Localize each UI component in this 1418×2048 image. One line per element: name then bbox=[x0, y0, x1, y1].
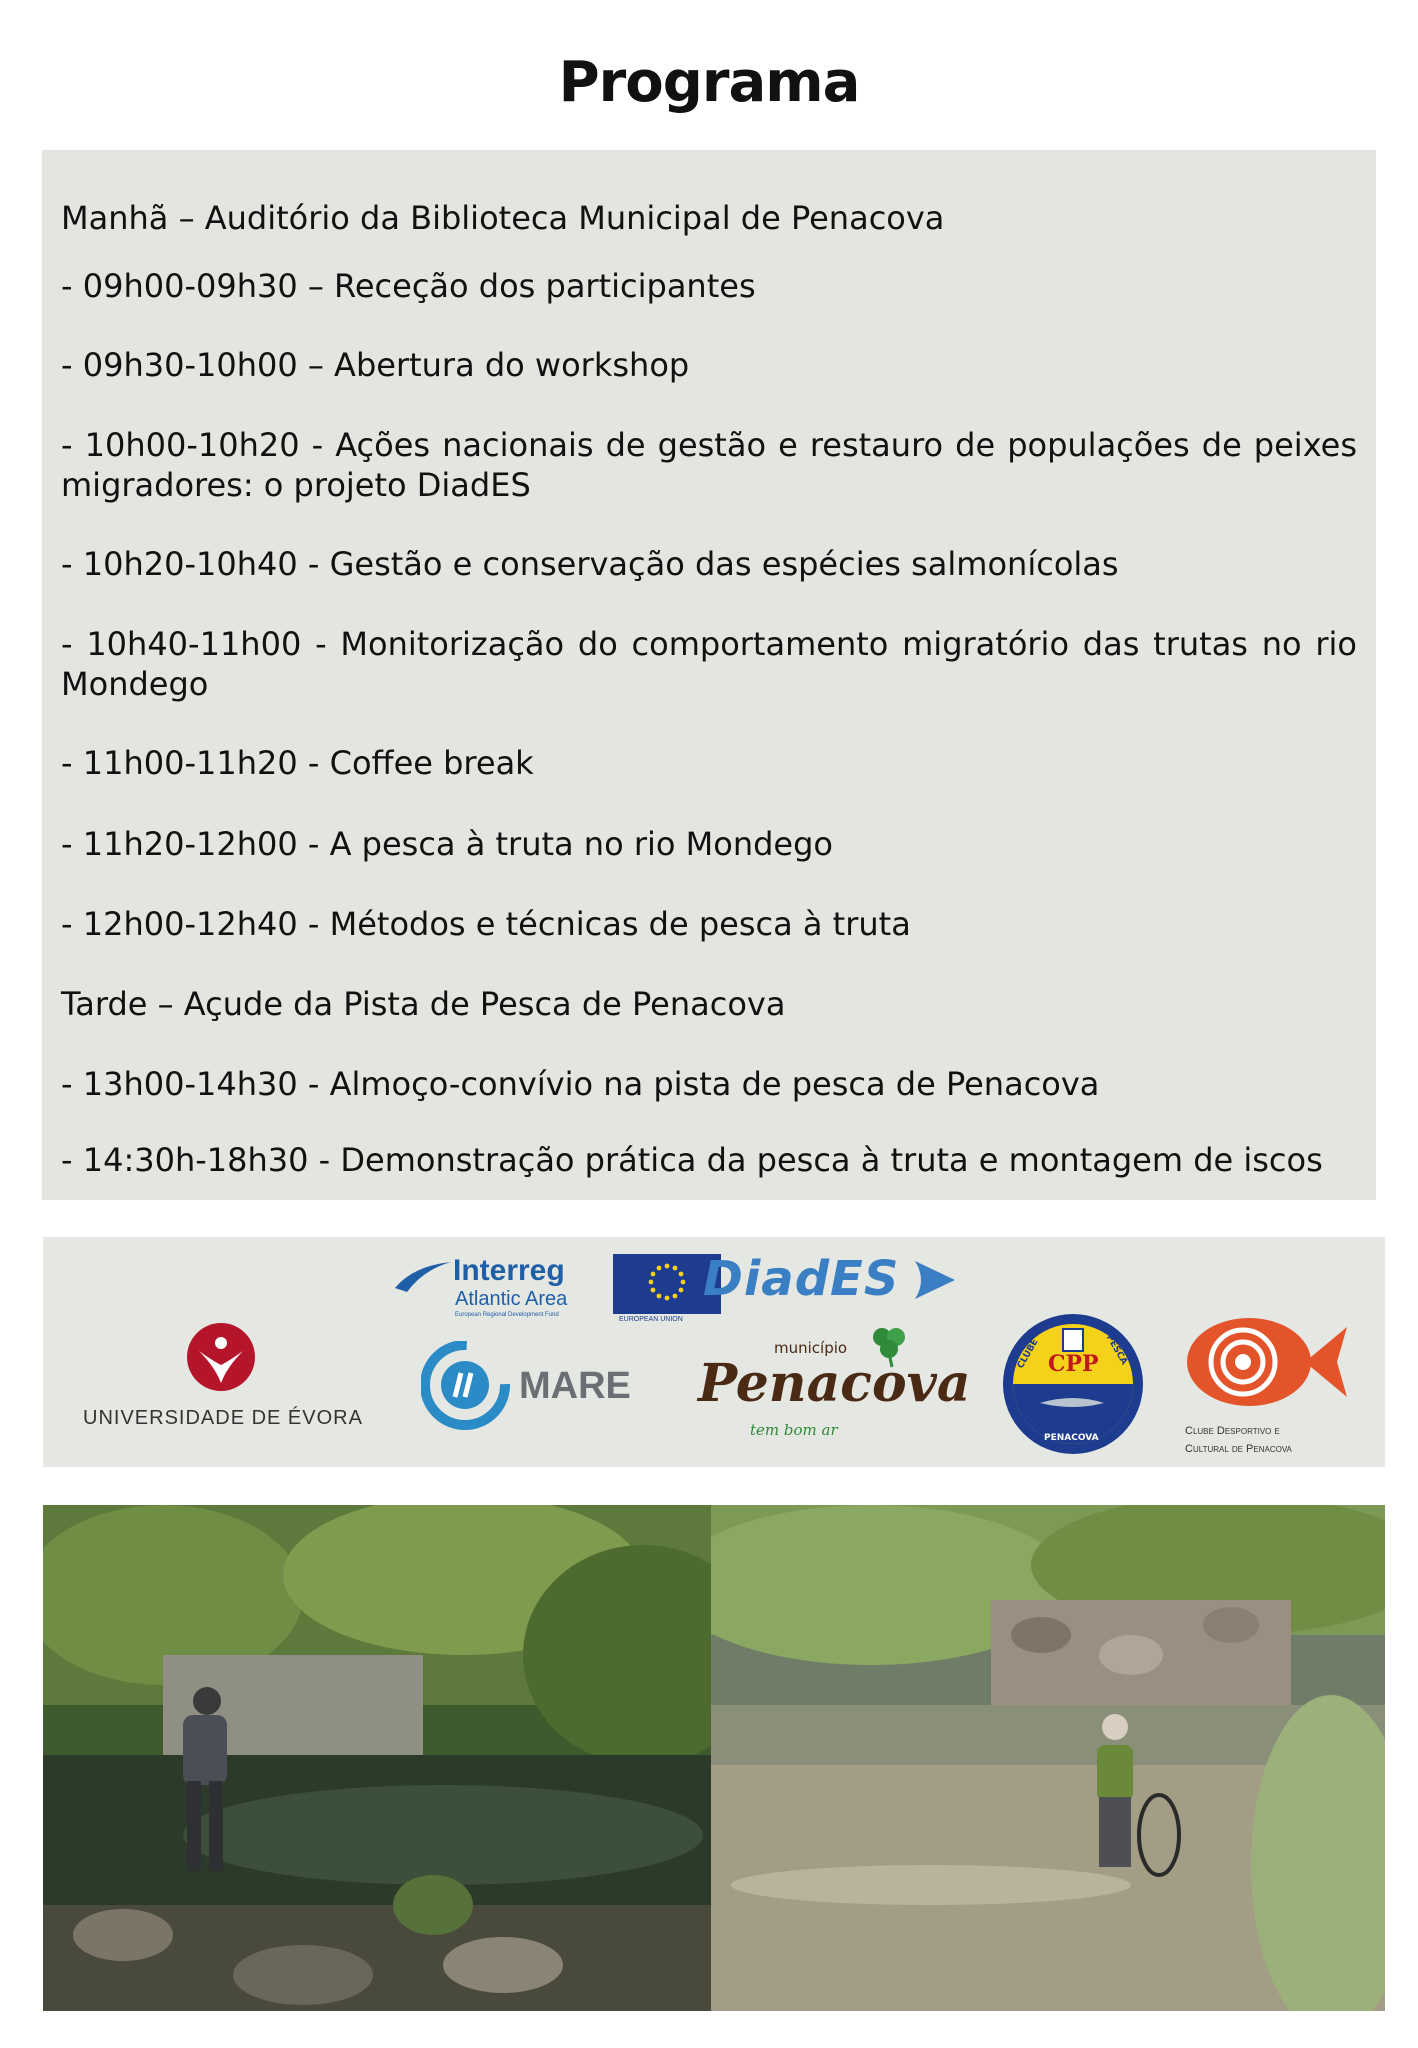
diades-wordmark: DiadES bbox=[703, 1251, 900, 1307]
photo-angler-on-rocks bbox=[43, 1505, 711, 2011]
interreg-logo bbox=[393, 1254, 723, 1324]
cpp-bottom-text: PENACOVA bbox=[1044, 1433, 1099, 1443]
mare-logo bbox=[421, 1341, 641, 1431]
penacova-logo bbox=[698, 1333, 971, 1453]
interreg-swoosh-icon bbox=[393, 1260, 455, 1294]
fish-arrow-icon bbox=[911, 1257, 959, 1303]
program-item: - 14:30h-18h30 - Demonstração prática da pesca à truta e montagem de iscos bbox=[61, 1141, 1323, 1179]
cpp-top-left-text: CLUBE bbox=[1015, 1337, 1041, 1371]
evora-name: UNIVERSIDADE DE ÉVORA bbox=[83, 1407, 363, 1429]
municipio-label: município bbox=[774, 1339, 848, 1357]
program-item: - 10h20-10h40 - Gestão e conservação das espécies salmonícolas bbox=[61, 545, 1119, 583]
eu-label: EUROPEAN UNION bbox=[619, 1316, 683, 1323]
program-item: - 13h00-14h30 - Almoço-convívio na pista de pesca de Penacova bbox=[61, 1065, 1100, 1103]
photo-stream-image bbox=[43, 1505, 711, 2011]
program-item: - 10h00-10h20 - Ações nacionais de gestão e restauro de populações de peixes migradores: o projeto DiadES bbox=[61, 426, 1357, 504]
sponsor-logos bbox=[43, 1237, 1385, 1467]
interreg-sub: Atlantic Area bbox=[455, 1288, 568, 1310]
diades-logo bbox=[703, 1251, 963, 1311]
cpp-logo bbox=[1000, 1311, 1146, 1457]
clube-desportivo-logo bbox=[1175, 1307, 1375, 1463]
program-item: - 09h00-09h30 – Receção dos participantes bbox=[61, 267, 756, 305]
evora-emblem-icon bbox=[185, 1321, 257, 1393]
photo-angler-in-river bbox=[711, 1505, 1385, 2011]
program-item: - 12h00-12h40 - Métodos e técnicas de pesca à truta bbox=[61, 905, 911, 943]
afternoon-heading: Tarde – Açude da Pista de Pesca de Penacova bbox=[61, 985, 786, 1023]
cpp-abbr: CPP bbox=[1048, 1351, 1099, 1377]
page-title: Programa bbox=[558, 50, 860, 115]
interreg-fund: European Regional Development Fund bbox=[455, 1312, 559, 1318]
mare-wordmark: MARE bbox=[519, 1365, 631, 1407]
program-item: - 11h00-11h20 - Coffee break bbox=[61, 744, 534, 782]
photo-strip bbox=[43, 1505, 1385, 2011]
program-box bbox=[42, 150, 1376, 1200]
mare-wave-icon bbox=[421, 1341, 511, 1431]
clube-line-2: Cultural de Penacova bbox=[1185, 1443, 1292, 1455]
photo-river-image bbox=[711, 1505, 1385, 2011]
penacova-tagline: tem bom ar bbox=[750, 1421, 838, 1439]
morning-heading: Manhã – Auditório da Biblioteca Municipal de Penacova bbox=[61, 199, 945, 237]
orange-fish-icon bbox=[1181, 1307, 1351, 1417]
program-item: - 09h30-10h00 – Abertura do workshop bbox=[61, 346, 690, 384]
program-item: - 11h20-12h00 - A pesca à truta no rio Mondego bbox=[61, 825, 833, 863]
evora-logo bbox=[83, 1321, 363, 1441]
program-item: - 10h40-11h00 - Monitorização do comportamento migratório das trutas no rio Mondego bbox=[61, 625, 1357, 703]
interreg-name: Interreg bbox=[453, 1254, 565, 1287]
penacova-wordmark: Penacova bbox=[698, 1353, 971, 1414]
clube-line-1: Clube Desportivo e bbox=[1185, 1425, 1280, 1437]
cpp-top-right-text: PESCA bbox=[1103, 1333, 1129, 1367]
